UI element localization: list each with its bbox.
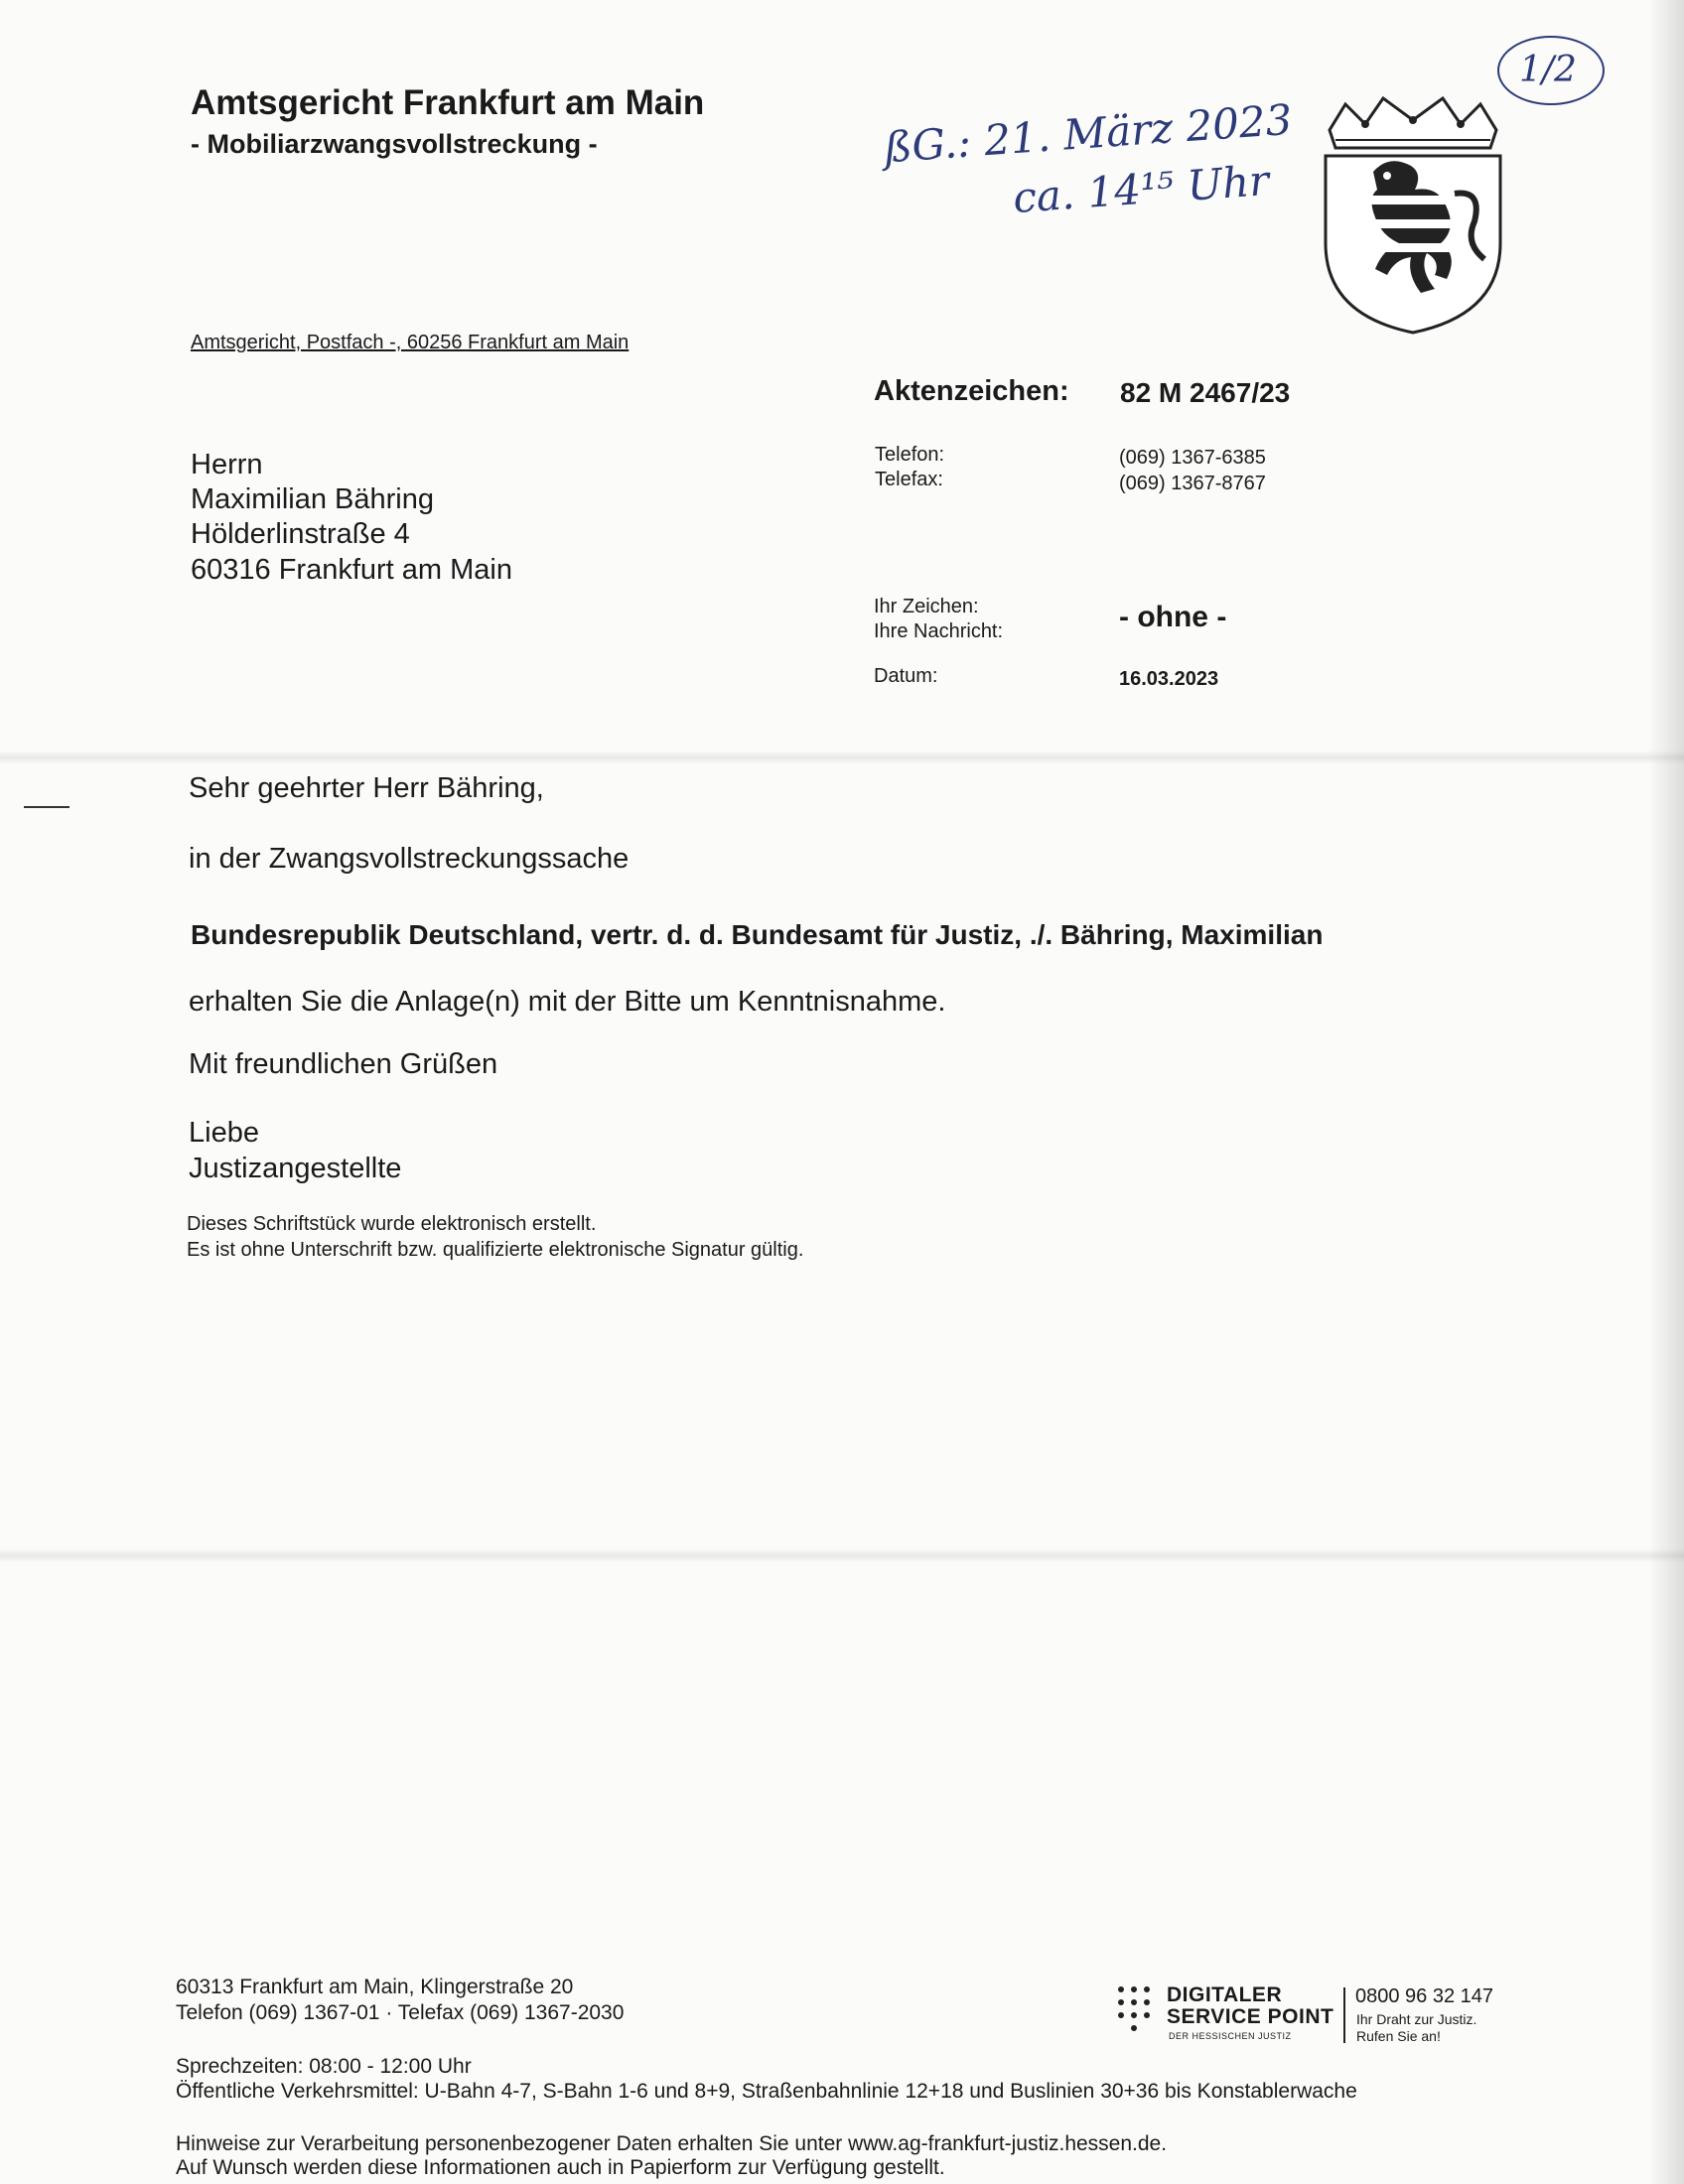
- case-parties: Bundesrepublik Deutschland, vertr. d. d. Bundesamt für Justiz, ./. Bähring, Maximilian: [191, 919, 1324, 950]
- phone-label: Telefon:: [875, 444, 945, 466]
- footer-hours: Sprechzeiten: 08:00 - 12:00 Uhr: [176, 2055, 472, 2078]
- letter-closing: Mit freundlichen Grüßen: [189, 1048, 498, 1080]
- footer-address: 60313 Frankfurt am Main, Klingerstraße 20: [176, 1976, 574, 1998]
- scan-edge: [1648, 0, 1684, 2184]
- service-point-title-1: DIGITALER: [1167, 1983, 1283, 2006]
- service-point-subtitle: DER HESSISCHEN JUSTIZ: [1169, 2031, 1292, 2041]
- your-reference-label: Ihr Zeichen:: [874, 596, 979, 617]
- date-value: 16.03.2023: [1119, 668, 1219, 690]
- handwritten-date-note: ßG.: 21. März 2023: [882, 94, 1294, 173]
- handwritten-page-marker: 1/2: [1519, 50, 1577, 90]
- your-message-label: Ihre Nachricht:: [874, 620, 1004, 642]
- recipient-salutation: Herrn: [191, 449, 263, 480]
- case-number-value: 82 M 2467/23: [1120, 377, 1291, 408]
- reference-value: - ohne -: [1119, 601, 1227, 633]
- recipient-city: 60316 Frankfurt am Main: [191, 554, 512, 586]
- electronic-note-2: Es ist ohne Unterschrift bzw. qualifizierte elektronische Signatur gültig.: [187, 1239, 804, 1261]
- dot-grid-icon: [1117, 1985, 1153, 2043]
- hesse-lion-coat-of-arms-icon: [1316, 94, 1509, 338]
- service-point-tagline-1: Ihr Draht zur Justiz.: [1356, 2011, 1477, 2027]
- service-point-divider: [1343, 1987, 1345, 2043]
- fold-mark: [24, 806, 70, 808]
- case-intro: in der Zwangsvollstreckungssache: [189, 843, 630, 875]
- fax-value: (069) 1367-8767: [1119, 473, 1266, 494]
- signature-line-1: Liebe: [189, 1117, 259, 1149]
- handwritten-time-note: ca. 14¹⁵ Uhr: [1011, 156, 1271, 222]
- court-name: Amtsgericht Frankfurt am Main: [191, 83, 705, 122]
- footer-privacy-1: Hinweise zur Verarbeitung personenbezogener Daten erhalten Sie unter www.ag-frankfurt-justiz.hessen.de.: [176, 2132, 1168, 2155]
- court-department: - Mobiliarzwangsvollstreckung -: [191, 129, 598, 159]
- recipient-name: Maximilian Bähring: [191, 483, 434, 515]
- footer-phone-fax: Telefon (069) 1367-01 · Telefax (069) 1367-2030: [176, 2001, 625, 2024]
- signature-line-2: Justizangestellte: [189, 1153, 402, 1184]
- paper-fold: [0, 1549, 1684, 1563]
- electronic-note-1: Dieses Schriftstück wurde elektronisch erstellt.: [187, 1213, 597, 1235]
- service-point-logo: [1117, 1983, 1514, 2047]
- date-label: Datum:: [874, 665, 938, 687]
- letter-request: erhalten Sie die Anlage(n) mit der Bitte um Kenntnisnahme.: [189, 986, 946, 1018]
- fax-label: Telefax:: [875, 469, 943, 490]
- phone-value: (069) 1367-6385: [1119, 447, 1266, 469]
- service-point-tagline-2: Rufen Sie an!: [1356, 2028, 1441, 2044]
- footer-privacy-2: Auf Wunsch werden diese Informationen auch in Papierform zur Verfügung gestellt.: [176, 2156, 945, 2179]
- service-point-phone: 0800 96 32 147: [1355, 1985, 1494, 2007]
- paper-fold: [0, 751, 1684, 764]
- letter-salutation: Sehr geehrter Herr Bähring,: [189, 772, 544, 804]
- case-number-label: Aktenzeichen:: [874, 375, 1069, 407]
- footer-transit: Öffentliche Verkehrsmittel: U-Bahn 4-7, S-Bahn 1-6 und 8+9, Straßenbahnlinie 12+18 und Buslinien 30+36 bis Konstablerwache: [176, 2080, 1357, 2103]
- sender-return-address: Amtsgericht, Postfach -, 60256 Frankfurt am Main: [191, 332, 630, 353]
- service-point-title-2: SERVICE POINT: [1167, 2005, 1334, 2028]
- recipient-street: Hölderlinstraße 4: [191, 518, 410, 550]
